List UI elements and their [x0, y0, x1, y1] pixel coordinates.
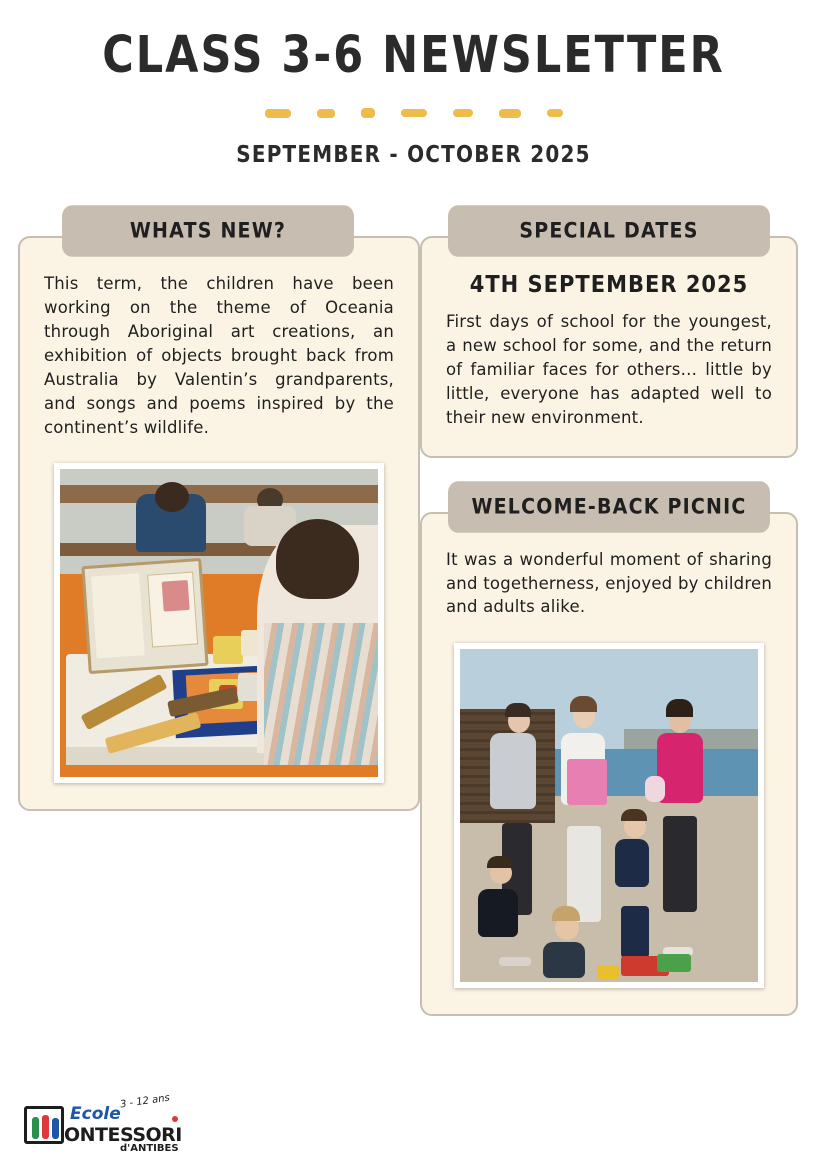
- dash-divider: [0, 106, 827, 120]
- dash-segment: [317, 109, 335, 118]
- welcome-picnic-card-body: [420, 512, 798, 1017]
- special-dates-card-body: [420, 236, 798, 458]
- logo-age-text: 3 - 12 ans: [119, 1092, 171, 1111]
- beach-picnic-photo: [454, 643, 764, 988]
- dash-segment: [401, 109, 427, 117]
- content-columns: [0, 208, 827, 1042]
- logo-antibes-text: d'ANTIBES: [120, 1143, 179, 1154]
- school-logo: [24, 1092, 184, 1154]
- welcome-picnic-tab-label: WELCOME-BACK PICNIC: [448, 481, 770, 533]
- whats-new-card: [18, 208, 420, 811]
- page-subtitle: SEPTEMBER - OCTOBER 2025: [236, 140, 591, 168]
- special-dates-tab-label: SPECIAL DATES: [448, 205, 770, 257]
- left-column: [0, 208, 420, 1042]
- logo-frame-icon: [24, 1106, 64, 1144]
- welcome-picnic-text: It was a wonderful moment of sharing and togetherness, enjoyed by children and adults alike.: [446, 549, 772, 617]
- dash-segment: [547, 109, 563, 117]
- whats-new-card-body: [18, 236, 420, 811]
- whats-new-tab-label: WHATS NEW?: [62, 205, 354, 257]
- dash-segment: [265, 109, 291, 118]
- dash-segment: [499, 109, 521, 118]
- right-column: [420, 208, 820, 1042]
- special-dates-text: First days of school for the youngest, a new school for some, and the return of familiar faces for others… little by little, everyone has adapted well to their new environment.: [446, 312, 772, 427]
- logo-montessori-text: ONTESSORI: [64, 1124, 182, 1146]
- whats-new-text: This term, the children have been working on the theme of Oceania through Aboriginal art creations, an exhibition of objects brought back from Australia by Valentin’s grandparents, and songs and poems inspired by the continent’s wildlife.: [44, 274, 394, 437]
- classroom-photo: [54, 463, 384, 783]
- logo-dot-icon: [172, 1116, 178, 1122]
- special-dates-card: [420, 208, 798, 458]
- welcome-picnic-card: [420, 484, 798, 1017]
- dash-segment: [361, 108, 375, 118]
- special-dates-heading: 4TH SEPTEMBER 2025: [469, 270, 749, 298]
- page-header: [0, 0, 827, 166]
- logo-ecole-text: Ecole: [70, 1104, 121, 1124]
- page-title: CLASS 3-6 NEWSLETTER: [102, 26, 725, 85]
- dash-segment: [453, 109, 473, 117]
